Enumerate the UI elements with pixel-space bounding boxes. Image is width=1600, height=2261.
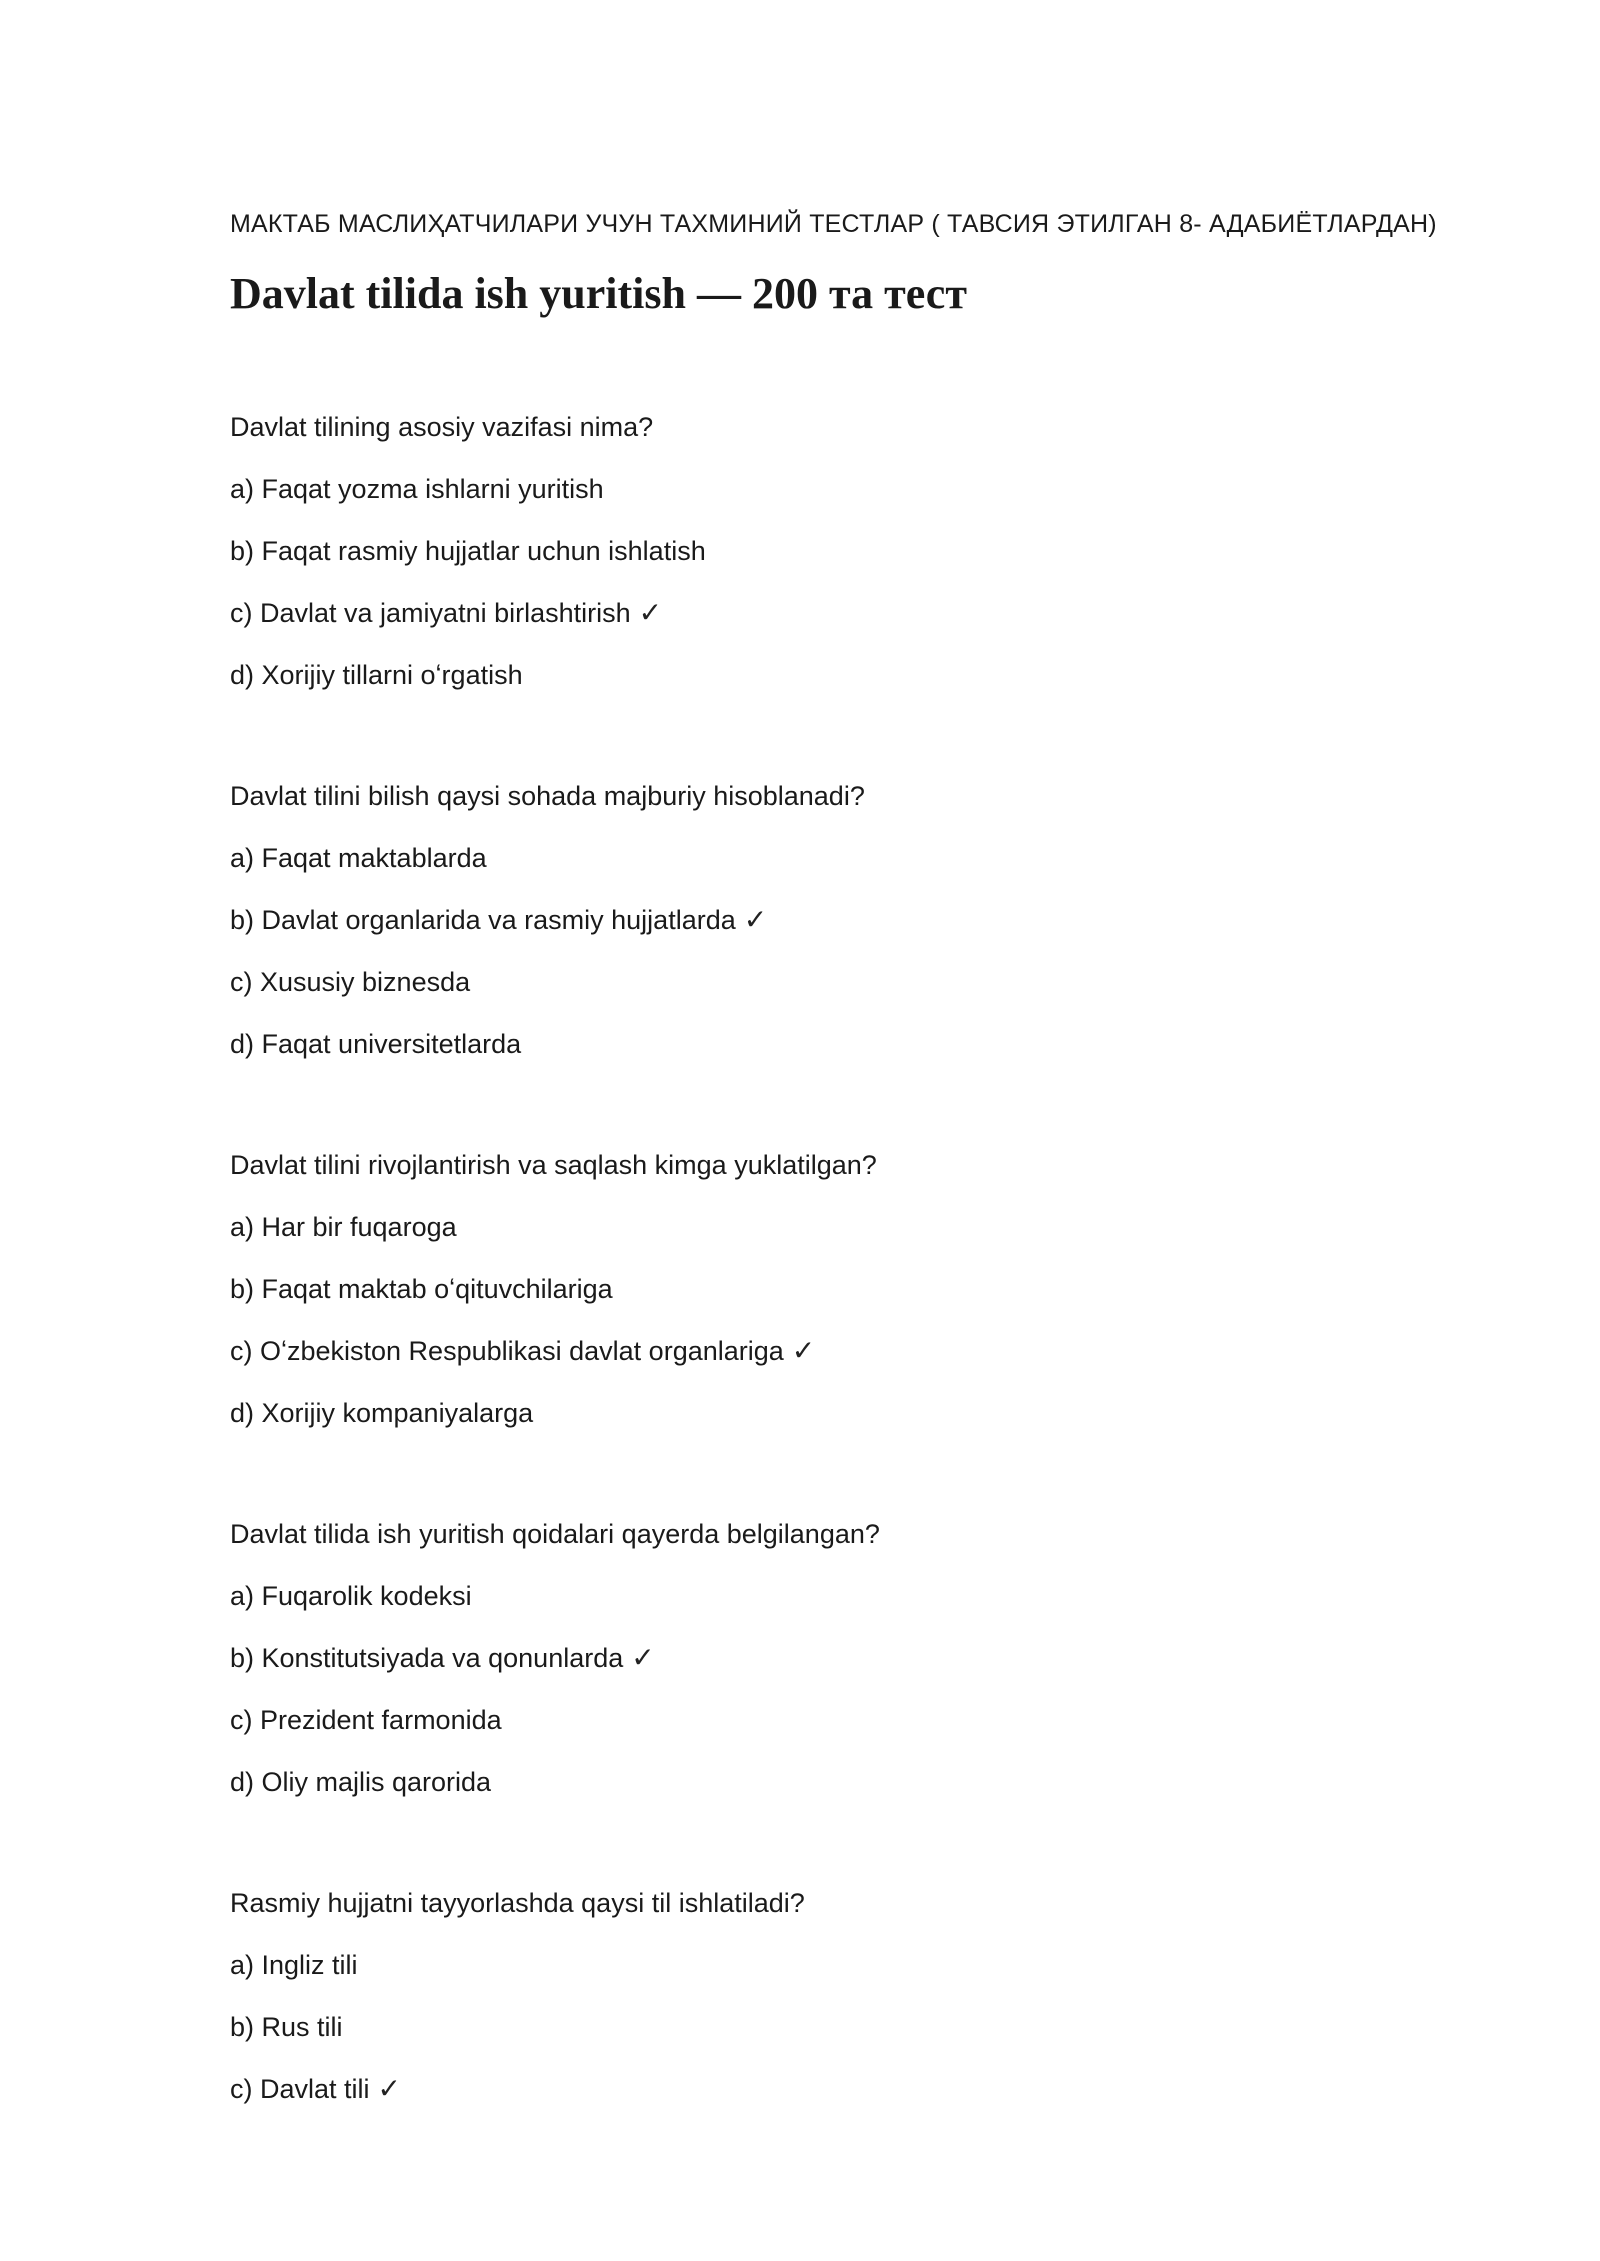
answer-option: a) Har bir fuqaroga: [230, 1212, 457, 1242]
answer-option: c) Davlat va jamiyatni birlashtirish ✓: [230, 590, 1530, 652]
answer-option: a) Faqat maktablarda: [230, 843, 487, 873]
question-text: Davlat tilining asosiy vazifasi nima?: [230, 412, 654, 442]
answer-option: a) Faqat yozma ishlarni yuritish: [230, 474, 604, 504]
check-mark-icon: ✓: [791, 1334, 816, 1367]
question-block: [230, 773, 1530, 1142]
question-block: [230, 1142, 1530, 1511]
answer-option: c) Oʻzbekiston Respublikasi davlat organlariga ✓: [230, 1328, 1530, 1390]
answer-option: d) Xorijiy tillarni oʻrgatish: [230, 660, 523, 690]
answer-option: a) Fuqarolik kodeksi: [230, 1581, 472, 1611]
answer-option: b) Faqat rasmiy hujjatlar uchun ishlatish: [230, 536, 706, 566]
question-text: Rasmiy hujjatni tayyorlashda qaysi til ishlatiladi?: [230, 1888, 805, 1918]
question-text: Davlat tilini bilish qaysi sohada majburiy hisoblanadi?: [230, 781, 865, 811]
answer-option: b) Davlat organlarida va rasmiy hujjatlarda ✓: [230, 897, 1530, 959]
answer-option: d) Faqat universitetlarda: [230, 1029, 522, 1059]
question-list: [230, 404, 1530, 2249]
check-mark-icon: ✓: [631, 1641, 655, 1674]
check-mark-icon: ✓: [743, 903, 768, 936]
check-mark-icon: ✓: [377, 2072, 401, 2105]
answer-option: b) Faqat maktab oʻqituvchilariga: [230, 1274, 613, 1304]
answer-option: b) Rus tili: [230, 2012, 343, 2042]
answer-option: c) Davlat tili ✓: [230, 2066, 1530, 2128]
answer-option: c) Prezident farmonida: [230, 1705, 502, 1735]
answer-option: d) Xorijiy kompaniyalarga: [230, 1398, 534, 1428]
document-page: [230, 0, 1550, 2261]
document-header: МАКТАБ МАСЛИҲАТЧИЛАРИ УЧУН ТАХМИНИЙ ТЕСТЛАР ( ТАВСИЯ ЭТИЛГАН 8- АДАБИЁТЛАРДАН): [230, 210, 1437, 238]
question-text: Davlat tilida ish yuritish qoidalari qayerda belgilangan?: [230, 1519, 880, 1549]
document-title: Davlat tilida ish yuritish — 200 та тест: [230, 269, 967, 318]
answer-option: b) Konstitutsiyada va qonunlarda ✓: [230, 1635, 1530, 1697]
answer-option: a) Ingliz tili: [230, 1950, 358, 1980]
check-mark-icon: ✓: [638, 596, 663, 629]
question-block: [230, 404, 1530, 773]
question-block: [230, 1880, 1530, 2249]
answer-option: c) Xususiy biznesda: [230, 967, 471, 997]
answer-option: d) Oliy majlis qarorida: [230, 1767, 492, 1797]
question-text: Davlat tilini rivojlantirish va saqlash kimga yuklatilgan?: [230, 1150, 877, 1180]
question-block: [230, 1511, 1530, 1880]
